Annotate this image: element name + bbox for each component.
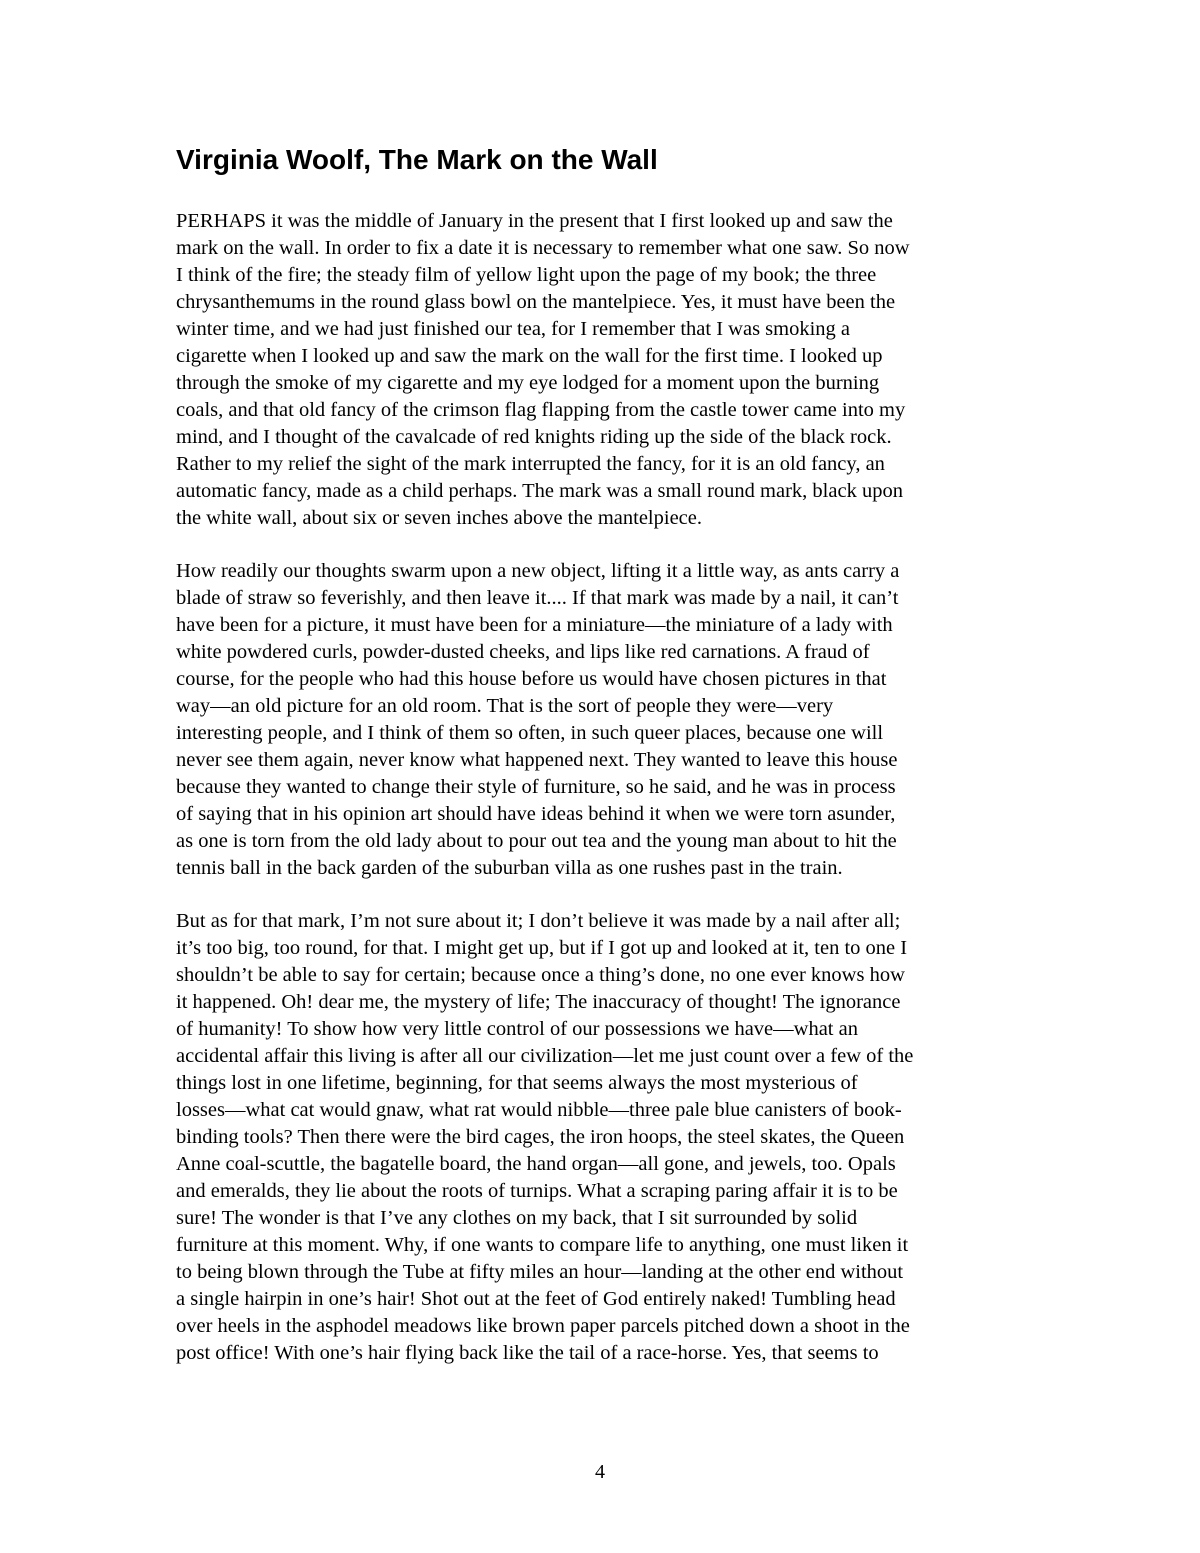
text-line: Rather to my relief the sight of the mark interrupted the fancy, for it is an old fancy, an: [176, 453, 885, 475]
text-line: it happened. Oh! dear me, the mystery of life; The inaccuracy of thought! The ignorance: [176, 991, 901, 1013]
text-line: way—an old picture for an old room. That is the sort of people they were—very: [176, 695, 834, 717]
text-line: things lost in one lifetime, beginning, for that seems always the most mysterious of: [176, 1072, 858, 1094]
document-title: Virginia Woolf, The Mark on the Wall: [176, 144, 658, 175]
text-line: course, for the people who had this house before us would have chosen pictures in that: [176, 668, 887, 690]
text-line: shouldn’t be able to say for certain; because once a thing’s done, no one ever knows how: [176, 964, 905, 986]
page-number: 4: [595, 1461, 605, 1483]
text-line: winter time, and we had just finished our tea, for I remember that I was smoking a: [176, 318, 851, 340]
paragraph: [176, 558, 1026, 882]
text-line: it’s too big, too round, for that. I might get up, but if I got up and looked at it, ten to one I: [176, 937, 908, 959]
text-line: and emeralds, they lie about the roots of turnips. What a scraping paring affair it is to be: [176, 1180, 898, 1202]
text-line: of saying that in his opinion art should have ideas behind it when we were torn asunder,: [176, 803, 896, 825]
text-line: mark on the wall. In order to fix a date it is necessary to remember what one saw. So now: [176, 237, 910, 259]
text-line: interesting people, and I think of them so often, in such queer places, because one will: [176, 722, 884, 744]
text-line: have been for a picture, it must have been for a miniature—the miniature of a lady with: [176, 614, 893, 636]
text-line: cigarette when I looked up and saw the mark on the wall for the first time. I looked up: [176, 345, 883, 367]
text-line: a single hairpin in one’s hair! Shot out at the feet of God entirely naked! Tumbling head: [176, 1288, 896, 1310]
text-line: post office! With one’s hair flying back like the tail of a race-horse. Yes, that seems to: [176, 1342, 879, 1364]
text-line: because they wanted to change their style of furniture, so he said, and he was in process: [176, 776, 896, 798]
text-line: over heels in the asphodel meadows like brown paper parcels pitched down a shoot in the: [176, 1315, 910, 1337]
text-line: white powdered curls, powder-dusted cheeks, and lips like red carnations. A fraud of: [176, 641, 870, 663]
text-line: Anne coal-scuttle, the bagatelle board, the hand organ—all gone, and jewels, too. Opals: [176, 1153, 896, 1175]
text-line: through the smoke of my cigarette and my eye lodged for a moment upon the burning: [176, 372, 880, 394]
paragraph: [176, 908, 1026, 1367]
text-line: chrysanthemums in the round glass bowl on the mantelpiece. Yes, it must have been the: [176, 291, 896, 313]
text-line: the white wall, about six or seven inches above the mantelpiece.: [176, 507, 702, 529]
page-content: [176, 140, 1026, 1393]
text-line: furniture at this moment. Why, if one wants to compare life to anything, one must liken it: [176, 1234, 909, 1256]
text-line: PERHAPS it was the middle of January in the present that I first looked up and saw the: [176, 210, 893, 232]
text-line: never see them again, never know what happened next. They wanted to leave this house: [176, 749, 898, 771]
text-line: losses—what cat would gnaw, what rat would nibble—three pale blue canisters of book-: [176, 1099, 902, 1121]
text-line: coals, and that old fancy of the crimson flag flapping from the castle tower came into my: [176, 399, 906, 421]
text-line: But as for that mark, I’m not sure about it; I don’t believe it was made by a nail after all;: [176, 910, 901, 932]
text-line: of humanity! To show how very little control of our possessions we have—what an: [176, 1018, 858, 1040]
text-line: to being blown through the Tube at fifty miles an hour—landing at the other end without: [176, 1261, 904, 1283]
text-line: automatic fancy, made as a child perhaps. The mark was a small round mark, black upon: [176, 480, 903, 502]
text-line: blade of straw so feverishly, and then leave it.... If that mark was made by a nail, it can’t: [176, 587, 899, 609]
text-line: sure! The wonder is that I’ve any clothes on my back, that I sit surrounded by solid: [176, 1207, 858, 1229]
text-line: as one is torn from the old lady about to pour out tea and the young man about to hit the: [176, 830, 897, 852]
text-line: mind, and I thought of the cavalcade of red knights riding up the side of the black rock.: [176, 426, 892, 448]
body-text: [176, 208, 1026, 1367]
paragraph: [176, 208, 1026, 532]
text-line: I think of the fire; the steady film of yellow light upon the page of my book; the three: [176, 264, 877, 286]
text-line: binding tools? Then there were the bird cages, the iron hoops, the steel skates, the Queen: [176, 1126, 905, 1148]
text-line: How readily our thoughts swarm upon a new object, lifting it a little way, as ants carry a: [176, 560, 900, 582]
text-line: accidental affair this living is after all our civilization—let me just count over a few of the: [176, 1045, 914, 1067]
text-line: tennis ball in the back garden of the suburban villa as one rushes past in the train.: [176, 857, 843, 879]
